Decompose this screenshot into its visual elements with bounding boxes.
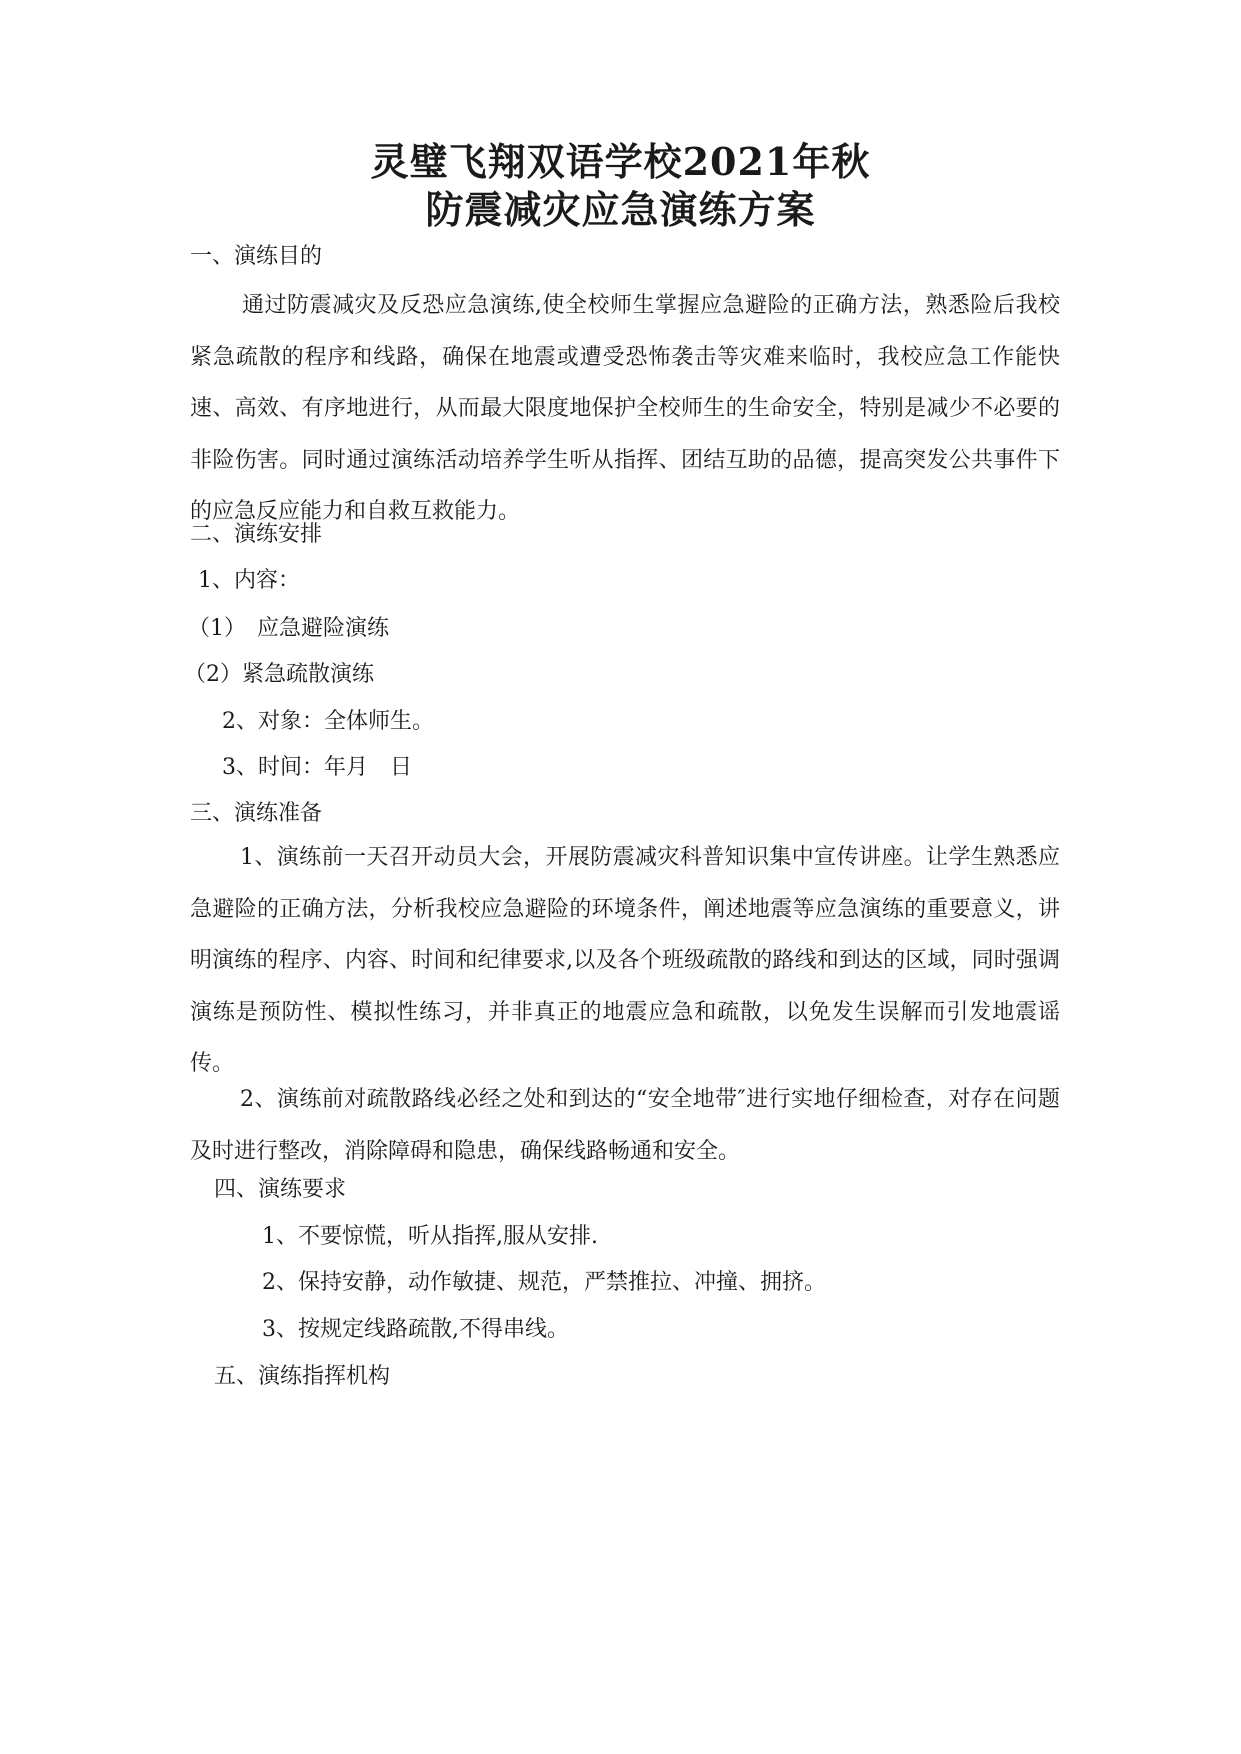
section-4-item-3: 3、按规定线路疏散,不得串线。 xyxy=(262,1317,569,1342)
section-2-item-time: 3、时间：年月 日 xyxy=(222,755,412,780)
section-1-paragraph: 通过防震减灾及反恐应急演练,使全校师生掌握应急避险的正确方法，熟悉险后我校紧急疏散的程序和线路，确保在地震或遭受恐怖袭击等灾难来临时，我校应急工作能快速、高效、有序地进行，从而最大限度地保护全校师生的生命安全，特别是减少不必要的非险伤害。同时通过演练活动培养学生听从指挥、团结互助的品德，提高突发公共事件下的应急反应能力和自救互救能力。 xyxy=(190,293,1060,524)
section-2-item-content: 1、内容： xyxy=(198,568,300,593)
section-3-paragraph-1: 1、演练前一天召开动员大会，开展防震减灾科普知识集中宣传讲座。让学生熟悉应急避险的正确方法，分析我校应急避险的环境条件，阐述地震等应急演练的重要意义，讲明演练的程序、内容、时间和纪律要求,以及各个班级疏散的路线和到达的区域，同时强调演练是预防性、模拟性练习，并非真正的地震应急和疏散，以免发生误解而引发地震谣传。 xyxy=(190,845,1060,1076)
section-1-heading: 一、演练目的 xyxy=(190,244,323,269)
section-4-heading: 四、演练要求 xyxy=(214,1177,347,1202)
document-title-line-2: 防震减灾应急演练方案 xyxy=(425,187,816,232)
section-2-subitem-2: （2）紧急疏散演练 xyxy=(184,662,374,687)
section-4-item-2: 2、保持安静，动作敏捷、规范，严禁推拉、冲撞、拥挤。 xyxy=(262,1270,826,1295)
document-title-line-1: 灵璧飞翔双语学校2021年秋 xyxy=(370,139,871,184)
section-3-paragraph-2: 2、演练前对疏散路线必经之处和到达的“安全地带″进行实地仔细检查，对存在问题及时进行整改，消除障碍和隐患，确保线路畅通和安全。 xyxy=(190,1087,1060,1164)
section-4-item-1: 1、不要惊慌，听从指挥,服从安排. xyxy=(262,1224,598,1249)
section-2-item-target: 2、对象：全体师生。 xyxy=(222,709,434,734)
section-2-subitem-1: （1） 应急避险演练 xyxy=(188,616,389,641)
section-2-heading: 二、演练安排 xyxy=(190,522,323,547)
section-3-heading: 三、演练准备 xyxy=(190,801,323,826)
section-5-heading: 五、演练指挥机构 xyxy=(214,1364,391,1389)
